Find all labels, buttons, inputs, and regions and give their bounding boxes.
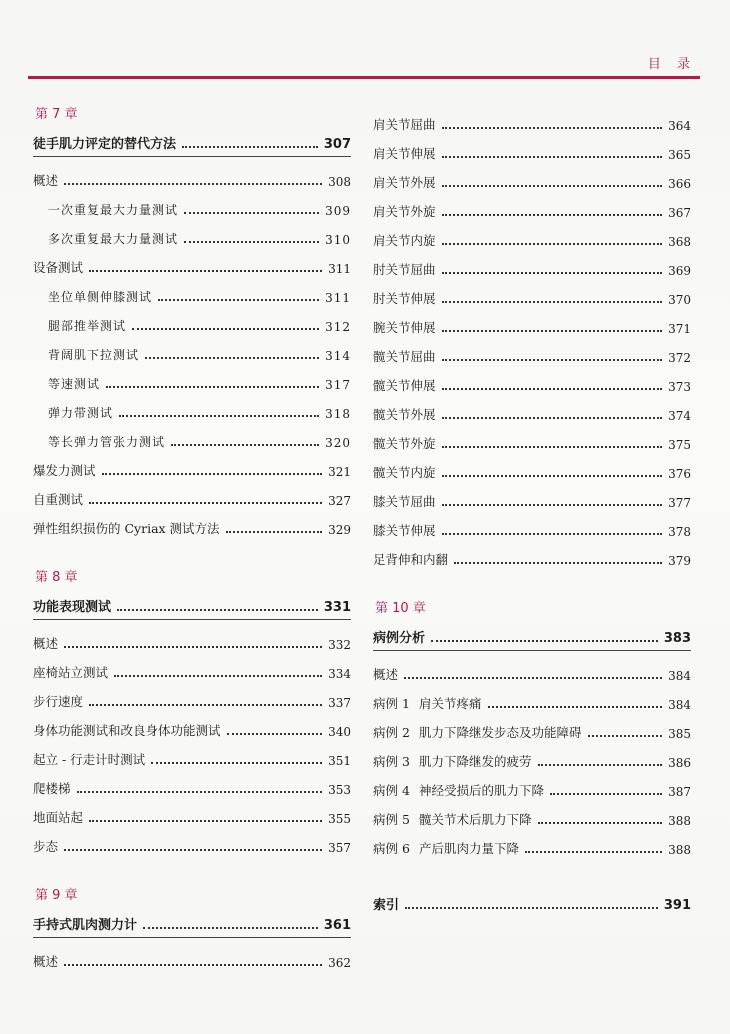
entry-label: 肩关节屈曲: [373, 117, 436, 132]
toc-entry[interactable]: [373, 191, 691, 220]
dot-leader: [588, 735, 663, 737]
dot-leader: [538, 764, 663, 766]
page-number: 364: [668, 119, 691, 133]
entry-label: 肩关节外展: [373, 175, 436, 190]
dot-leader: [442, 127, 663, 129]
chapter-title: 徒手肌力评定的替代方法: [33, 137, 177, 152]
dot-leader: [488, 706, 663, 708]
toc-entry[interactable]: [373, 278, 691, 307]
entry-label: 肩关节内旋: [373, 233, 436, 248]
toc-entry[interactable]: [33, 305, 351, 334]
watermark: [25, 19, 47, 67]
page-number: 320: [325, 436, 351, 450]
page-number: 368: [668, 235, 691, 249]
entry-label: 一次重复最大力量测试: [48, 203, 179, 217]
section-gap: [373, 568, 691, 598]
toc-entry[interactable]: [33, 363, 351, 392]
entry-label: [373, 665, 398, 683]
dot-leader: [442, 417, 663, 419]
dot-leader: [184, 212, 319, 214]
dot-leader: [442, 446, 663, 448]
entry-label: 髋关节外旋: [373, 436, 436, 451]
toc-entry[interactable]: [373, 423, 691, 452]
chapter-7-label: 第 7 章: [35, 107, 78, 122]
dot-leader: [89, 270, 322, 272]
entry-label: 等速测试: [48, 377, 101, 391]
dot-leader: [226, 531, 323, 533]
entry-label: 背阔肌下拉测试: [48, 348, 140, 362]
chapter-title: 功能表现测试: [33, 600, 112, 615]
page-number: 387: [668, 785, 691, 799]
case-title: 产后肌肉力量下降: [419, 841, 520, 856]
page-number: 385: [668, 727, 691, 741]
page-number: 318: [325, 407, 351, 421]
toc-entry[interactable]: [373, 654, 691, 683]
entry-label: 膝关节伸展: [373, 523, 436, 538]
entry-label: 肘关节屈曲: [373, 262, 436, 277]
page-number: 375: [668, 438, 691, 452]
case-number: 病例 4: [373, 783, 410, 798]
entry-label: 等长弹力管张力测试: [48, 435, 166, 449]
left-column: [33, 104, 351, 970]
page-number: 337: [328, 696, 351, 710]
entry-label: 肩关节伸展: [373, 146, 436, 161]
chapter-10-title-row[interactable]: [373, 620, 691, 651]
case-title: 肌力下降继发的疲劳: [419, 754, 532, 769]
toc-entry[interactable]: [33, 247, 351, 276]
page-number: 327: [328, 494, 351, 508]
toc-entry[interactable]: [373, 133, 691, 162]
dot-leader: [114, 675, 322, 677]
toc-entry[interactable]: [373, 452, 691, 481]
page-number: 386: [668, 756, 691, 770]
entry-label: 坐位单侧伸膝测试: [48, 290, 153, 304]
toc-entry[interactable]: [33, 218, 351, 247]
dot-leader: [442, 475, 663, 477]
dot-leader: [182, 146, 318, 148]
page-number: 332: [328, 638, 351, 652]
entry-label: 腿部推举测试: [48, 319, 127, 333]
dot-leader: [525, 851, 662, 853]
entry-label: 弹力带测试: [48, 406, 114, 420]
entry-label: 步行速度: [33, 694, 84, 709]
toc-entry[interactable]: [33, 392, 351, 421]
toc-entry[interactable]: [33, 623, 351, 652]
toc-entry[interactable]: [33, 508, 351, 537]
toc-entry[interactable]: [373, 220, 691, 249]
chapter-title: 手持式肌肉测力计: [33, 918, 138, 933]
dot-leader: [442, 388, 663, 390]
dot-leader: [145, 357, 319, 359]
dot-leader: [442, 359, 663, 361]
page-number: 391: [663, 898, 691, 913]
dot-leader: [102, 473, 323, 475]
entry-label: [373, 781, 544, 799]
page-number: 372: [668, 351, 691, 365]
toc-entry[interactable]: [33, 276, 351, 305]
toc-entry[interactable]: [373, 481, 691, 510]
page-number: 329: [328, 523, 351, 537]
chapter-8-title-row[interactable]: [33, 589, 351, 620]
section-gap: [373, 857, 691, 887]
dot-leader: [89, 820, 322, 822]
dot-leader: [89, 502, 322, 504]
entry-label: 弹性组织损伤的 Cyriax 测试方法: [33, 521, 220, 536]
toc-entry[interactable]: [33, 189, 351, 218]
page-number: 314: [325, 349, 351, 363]
page-number: 334: [328, 667, 351, 681]
page-number: 351: [328, 754, 351, 768]
page-number: 361: [323, 918, 351, 933]
case-title: 肌力下降继发步态及功能障碍: [419, 725, 582, 740]
dot-leader: [454, 562, 662, 564]
header-rule: [28, 76, 700, 79]
dot-leader: [442, 243, 663, 245]
entry-label: 髋关节伸展: [373, 378, 436, 393]
page-number: 357: [328, 841, 351, 855]
page-number: 310: [325, 233, 351, 247]
toc-entry[interactable]: [33, 160, 351, 189]
entry-label: 爬楼梯: [33, 781, 71, 796]
page-number: 311: [325, 291, 351, 305]
chapter-7-title-row[interactable]: [33, 126, 351, 157]
entry-label: 座椅站立测试: [33, 665, 109, 680]
case-number: 病例 2: [373, 725, 410, 740]
dot-leader: [143, 927, 318, 929]
toc-entry[interactable]: [33, 334, 351, 363]
case-title: 肩关节疼痛: [419, 696, 482, 711]
entry-label: 爆发力测试: [33, 463, 96, 478]
page-number: 365: [668, 148, 691, 162]
toc-entry[interactable]: [373, 104, 691, 133]
page-number: 331: [323, 600, 351, 615]
page-number: 369: [668, 264, 691, 278]
entry-label: [373, 810, 532, 828]
section-gap: [33, 537, 351, 567]
dot-leader: [442, 214, 663, 216]
toc-entry[interactable]: [373, 162, 691, 191]
dot-leader: [442, 504, 663, 506]
case-number: 病例 6: [373, 841, 410, 856]
index-title: 索引: [373, 898, 400, 913]
page-number: 362: [328, 956, 351, 970]
dot-leader: [550, 793, 662, 795]
toc-entry[interactable]: [373, 828, 691, 857]
page-number: 353: [328, 783, 351, 797]
case-number: 病例 3: [373, 754, 410, 769]
toc-entry[interactable]: [373, 365, 691, 394]
dot-leader: [442, 533, 663, 535]
entry-label: 腕关节伸展: [373, 320, 436, 335]
toc-entry[interactable]: [373, 539, 691, 568]
dot-leader: [405, 907, 658, 909]
page-number: 371: [668, 322, 691, 336]
entry-label: [373, 694, 482, 712]
dot-leader: [64, 964, 322, 966]
page-number: 340: [328, 725, 351, 739]
dot-leader: [171, 444, 319, 446]
entry-label: 概述: [33, 954, 59, 969]
dot-leader: [158, 299, 319, 301]
page-number: 308: [328, 175, 351, 189]
toc-entry[interactable]: [33, 768, 351, 797]
toc-entry[interactable]: [33, 479, 351, 508]
page-number: 383: [663, 631, 691, 646]
toc-entry[interactable]: [33, 710, 351, 739]
dot-leader: [538, 822, 663, 824]
page-number: 366: [668, 177, 691, 191]
entry-label: 起立 - 行走计时测试: [33, 752, 146, 767]
dot-leader: [442, 301, 663, 303]
page-number: 388: [668, 814, 691, 828]
chapter-title: 病例分析: [373, 631, 426, 646]
toc-entry[interactable]: [373, 394, 691, 423]
entry-label: [373, 752, 532, 770]
dot-leader: [442, 272, 663, 274]
case-title: 概述: [373, 667, 399, 682]
entry-label: 髋关节内旋: [373, 465, 436, 480]
page-number: 384: [668, 698, 691, 712]
dot-leader: [106, 386, 319, 388]
entry-label: 概述: [33, 636, 59, 651]
entry-label: 肘关节伸展: [373, 291, 436, 306]
section-gap: [33, 855, 351, 885]
toc-entry[interactable]: [373, 249, 691, 278]
toc-entry[interactable]: [33, 797, 351, 826]
right-column: [373, 104, 691, 920]
dot-leader: [89, 704, 322, 706]
dot-leader: [151, 762, 322, 764]
dot-leader: [119, 415, 319, 417]
page-number: 374: [668, 409, 691, 423]
page-number: 384: [668, 669, 691, 683]
dot-leader: [404, 677, 662, 679]
entry-label: 髋关节屈曲: [373, 349, 436, 364]
page-number: 355: [328, 812, 351, 826]
case-number: 病例 1: [373, 696, 410, 711]
entry-label: 肩关节外旋: [373, 204, 436, 219]
entry-label: 髋关节外展: [373, 407, 436, 422]
chapter-8-label: 第 8 章: [35, 570, 78, 585]
entry-label: 身体功能测试和改良身体功能测试: [33, 723, 221, 738]
dot-leader: [117, 609, 318, 611]
toc-entry[interactable]: [373, 336, 691, 365]
toc-entry[interactable]: [33, 652, 351, 681]
dot-leader: [442, 185, 663, 187]
toc-entry[interactable]: [373, 712, 691, 741]
toc-entry[interactable]: [33, 941, 351, 970]
page-number: 317: [325, 378, 351, 392]
chapter-10-label: 第 10 章: [375, 601, 426, 616]
toc-entry[interactable]: [33, 681, 351, 710]
toc-entry[interactable]: [33, 826, 351, 855]
toc-entry[interactable]: [373, 683, 691, 712]
page-number: 379: [668, 554, 691, 568]
page-number: 311: [328, 262, 351, 276]
entry-label: 自重测试: [33, 492, 84, 507]
page-number: 378: [668, 525, 691, 539]
toc-entry[interactable]: [373, 799, 691, 828]
dot-leader: [442, 330, 663, 332]
page-number: 370: [668, 293, 691, 307]
toc-entry[interactable]: [373, 510, 691, 539]
dot-leader: [132, 328, 319, 330]
dot-leader: [64, 849, 322, 851]
page-number: 376: [668, 467, 691, 481]
toc-entry[interactable]: [33, 739, 351, 768]
case-title: 神经受损后的肌力下降: [419, 783, 545, 798]
page-number: 373: [668, 380, 691, 394]
case-number: 病例 5: [373, 812, 410, 827]
toc-entry[interactable]: [33, 450, 351, 479]
entry-label: 地面站起: [33, 810, 84, 825]
dot-leader: [77, 791, 323, 793]
dot-leader: [431, 640, 658, 642]
dot-leader: [442, 156, 663, 158]
toc-entry[interactable]: [373, 741, 691, 770]
toc-entry[interactable]: [373, 307, 691, 336]
page-number: 377: [668, 496, 691, 510]
page-number: 312: [325, 320, 351, 334]
page-number: 388: [668, 843, 691, 857]
page-number: 321: [328, 465, 351, 479]
entry-label: 膝关节屈曲: [373, 494, 436, 509]
index-row[interactable]: [373, 887, 691, 917]
dot-leader: [64, 646, 322, 648]
page-number: 309: [325, 204, 351, 218]
entry-label: [373, 723, 582, 741]
page-header-title: 目 录: [647, 57, 696, 72]
entry-label: 多次重复最大力量测试: [48, 232, 179, 246]
dot-leader: [227, 733, 323, 735]
dot-leader: [64, 183, 322, 185]
entry-label: [373, 839, 519, 857]
chapter-9-label: 第 9 章: [35, 888, 78, 903]
page-number: 367: [668, 206, 691, 220]
entry-label: 概述: [33, 173, 59, 188]
chapter-9-title-row[interactable]: [33, 907, 351, 938]
dot-leader: [184, 241, 319, 243]
toc-entry[interactable]: [33, 421, 351, 450]
entry-label: 步态: [33, 839, 59, 854]
toc-entry[interactable]: [373, 770, 691, 799]
entry-label: 设备测试: [33, 260, 84, 275]
entry-label: 足背伸和内翻: [373, 552, 449, 567]
page-number: 307: [323, 137, 351, 152]
case-title: 髋关节术后肌力下降: [419, 812, 532, 827]
